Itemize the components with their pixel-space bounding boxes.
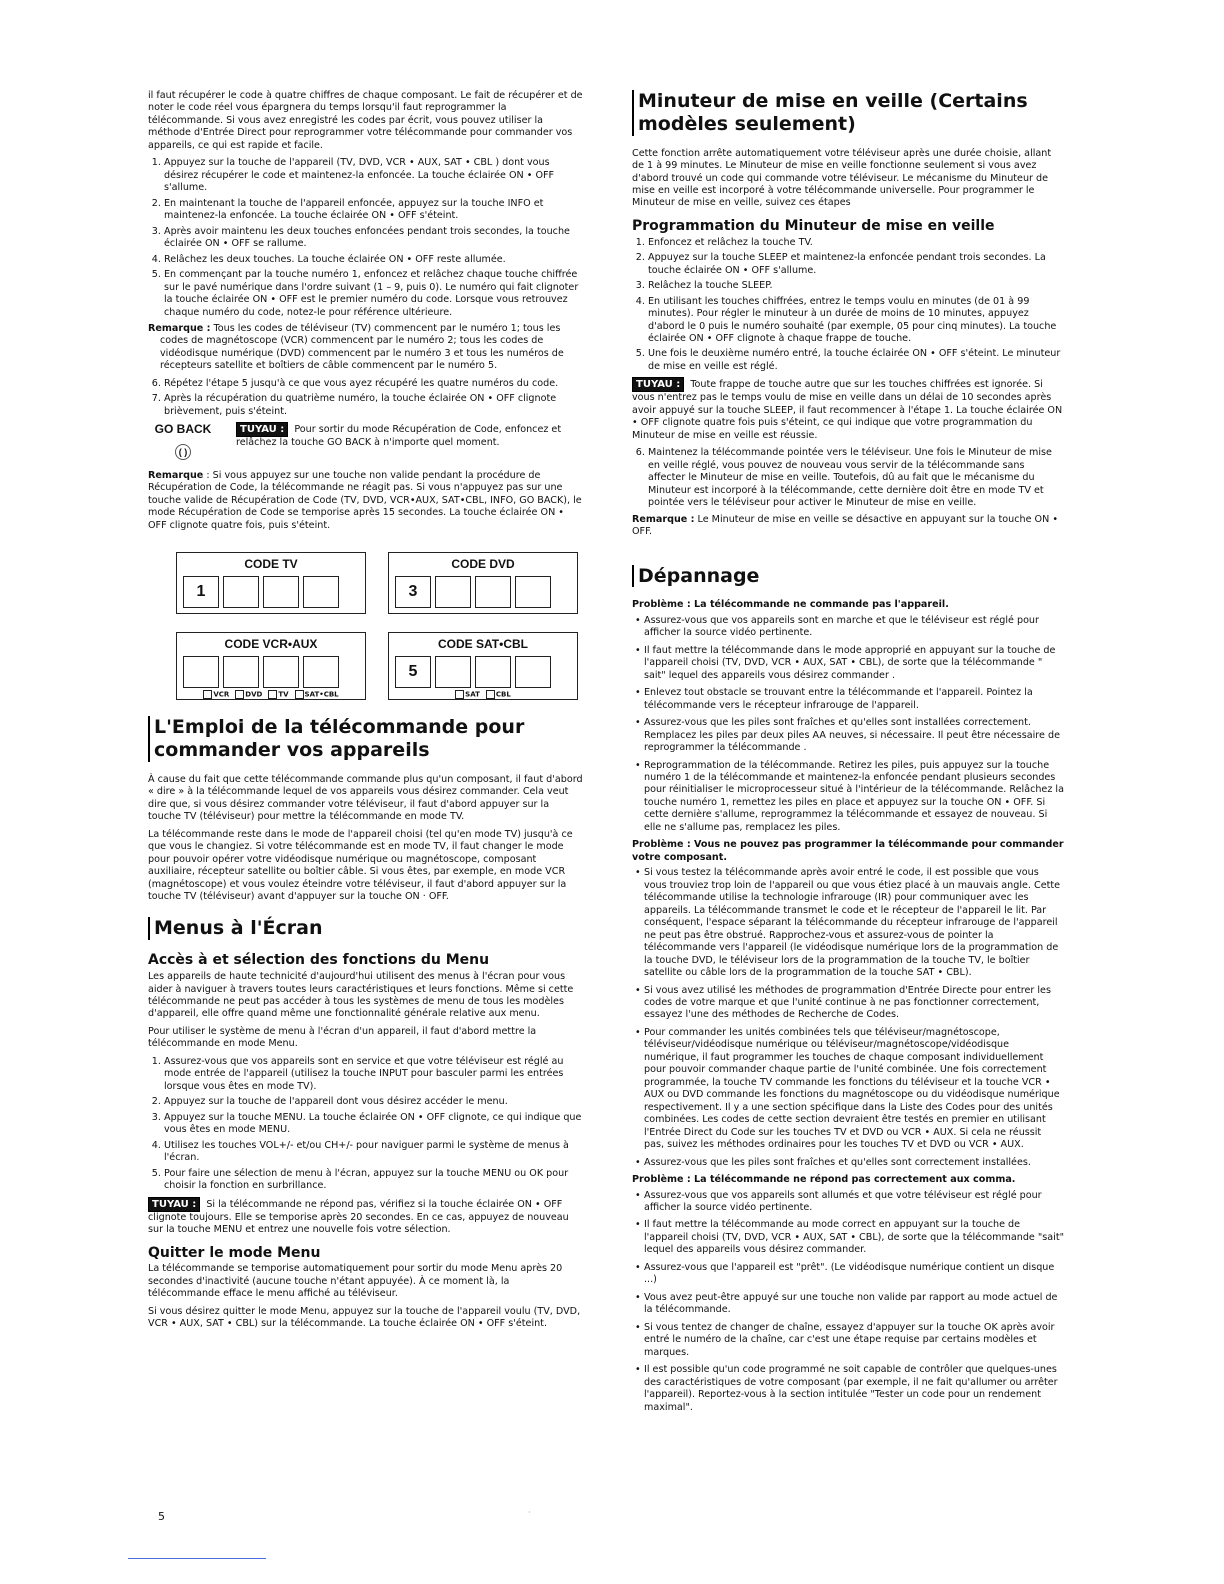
right-column [632,90,1064,1419]
remark-text: Tous les codes de téléviseur (TV) commencent par le numéro 1; tous les codes de magnétoscope (VCR) commencent par le numéro 2; tous les codes de vidéodisque numérique (DVD) commencent par le numéro 3 et tous les numéros de récepteurs satellite et boîtiers de câble commencent par le numéro 5. [160,322,564,372]
list-item: • Si vous tentez de changer de chaîne, essayez d'appuyer sur la touche OK après avoir entré le numéro de la chaîne, car c'est une étape requise par certains modèles et marques. [644,1322,1064,1359]
list-item: 7. Après la récupération du quatrième numéro, la touche éclairée ON • OFF clignote brièvement, puis s'éteint. [164,393,584,418]
heading-acces: Accès à et sélection des fonctions du Menu [148,952,490,969]
heading-quitter: Quitter le mode Menu [148,1244,321,1261]
list-item: 3. Après avoir maintenu les deux touches enfoncées pendant trois secondes, la touche éclairée ON • OFF se rallume. [164,226,584,251]
remark-codes [148,323,584,373]
code-digit [263,656,299,688]
problem-2-list [632,867,1064,1169]
code-digit: 1 [183,576,219,608]
recovery-steps-list [148,157,584,319]
emploi-paragraph-1: À cause du fait que cette télécommande commande plus qu'un composant, il faut d'abord « dire » à la télécommande lequel de vos appareils vous désirez commander. Cela veut dire que, si vous désirez commander votre téléviseur, il faut d'abord appuyer sur la touche TV (téléviseur) pour mettre la télécommande en mode TV. [148,773,583,823]
list-item: 1. Appuyez sur la touche de l'appareil (TV, DVD, VCR • AUX, SAT • CBL ) dont vous désirez récupérer le code et maintenez-la enfoncée. La touche éclairée ON • OFF s'allume. [164,157,584,194]
goback-key [148,422,218,460]
tip-badge: TUYAU : [148,1197,200,1212]
list-item: • Il faut mettre la télécommande dans le mode approprié en appuyant sur la touche de l'appareil choisi (TV, DVD, VCR • AUX, SAT • CBL), de sorte que la télécommande " sait" lequel des appareils vous désirez commander . [644,645,1064,682]
list-item: • Reprogrammation de la télécommande. Retirez les piles, puis appuyez sur la touche numéro 1 de la télécommande et maintenez-la enfoncée pendant plusieurs secondes pour réinitialiser le microprocesseur situé à l'intérieur de la télécommande. Relâchez la touche numéro 1, remettez les piles en place et appuyez sur la touche ON • OFF. Si cette dernière s'allume, reprogrammez la télécommande et essayez de nouveau. Si elle ne s'allume pas, remplacez les piles. [644,760,1064,835]
remark-label: Remarque [148,469,204,481]
device-checkboxes [395,690,571,700]
list-item: • Assurez-vous que vos appareils sont allumés et que votre téléviseur est réglé pour afficher la source vidéo pertinente. [644,1190,1064,1215]
list-item: 3. Appuyez sur la touche MENU. La touche éclairée ON • OFF clignote, ce qui indique que vous êtes en mode MENU. [164,1112,584,1137]
left-column [148,90,584,1336]
quitter-paragraph-1: La télécommande se temporise automatiquement pour sortir du mode Menu après 20 secondes d'inactivité (aucune touche n'étant appuyée). À ce moment là, la télécommande efface le menu affiché au téléviseur. [148,1263,563,1300]
list-item: 2. Appuyez sur la touche SLEEP et maintenez-la enfoncée pendant trois secondes. La touche éclairée ON • OFF s'allume. [648,252,1064,277]
heading-programmation: Programmation du Minuteur de mise en veille [632,217,995,234]
list-item: • Il est possible qu'un code programmé ne soit capable de contrôler que quelques-unes des caractéristiques de votre composant (par exemple, il ne fait qu'allumer ou arrêter l'appareil). Reportez-vous à la section intitulée "Tester un code pour un rendement maximal". [644,1364,1064,1414]
recovery-steps-list-2 [148,378,584,418]
goback-label: GO BACK [154,422,212,437]
list-item: • Enlevez tout obstacle se trouvant entre la télécommande et l'appareil. Pointez la télécommande vers le récepteur infrarouge de l'appareil. [644,687,1064,712]
code-digits [183,576,359,608]
minuteur-paragraph: Cette fonction arrête automatiquement votre téléviseur après une durée choisie, allant de 1 à 99 minutes. Le Minuteur de mise en veille fonctionne seulement si vous avez d'abord trouvé un code qui commande votre téléviseur. Le mécanisme du Minuteur de mise en veille est incorporé à votre télécommande universelle. Pour programmer le Minuteur de mise en veille, suivez ces étapes [632,147,1052,209]
code-box-title: CODE SAT•CBL [438,637,528,652]
code-digit [435,576,471,608]
scan-dot: · [528,1508,531,1517]
code-digit [183,656,219,688]
problem-3-list [632,1190,1064,1415]
goback-tip-text: Pour sortir du mode Récupération de Code, enfoncez et relâchez la touche GO BACK à n'importe quel moment. [236,424,562,449]
list-item: • Si vous avez utilisé les méthodes de programmation d'Entrée Directe pour entrer les codes de votre marque et que l'unité continue à ne pas fonctionner correctement, essayez l'une des méthodes de Recherche de Codes. [644,985,1064,1022]
list-item: 6. Maintenez la télécommande pointée vers le téléviseur. Une fois le Minuteur de mise en veille réglé, vous pouvez de nouveau vous servir de la télécommande sans affecter le Minuteur de mise en veille. Toutefois, dû au fait que le mécanisme du Minuteur est incorporé à la télécommande, cette dernière doit être en mode TV et pointée vers le téléviseur pour activer le Minuteur de mise en veille. [648,447,1064,509]
code-box-sat-cbl [388,632,578,700]
list-item: • Pour commander les unités combinées tels que téléviseur/magnétoscope, téléviseur/vidéodisque numérique ou téléviseur/magnétoscope/vidéodisque numérique, il faut programmer les touches de chaque composant individuellement pour pouvoir commander chaque partie de l'unité combinée. Une fois correctement programmée, la touche TV commande les fonctions du téléviseur et la touche VCR • AUX ou DVD commande les fonctions du magnétoscope ou du vidéodisque numérique respectivement. Il y a une section spécifique dans la Liste des Codes pour des unités combinées. Les codes de cette section devraient être testés en premier en utilisant l'Entrée Direct du Code sur les touches TV et DVD ou VCR • AUX. Si cela ne réussit pas, suivez les méthodes ordinaires pour les touches TV et DVD ou VCR • AUX. [644,1027,1064,1152]
checkbox-dvd[interactable]: DVD [235,690,262,700]
code-box-dvd [388,552,578,614]
heading-emploi: L'Emploi de la télécommande pour commander vos appareils [148,716,584,762]
sleep-tip-text: Toute frappe de touche autre que sur les touches chiffrées est ignorée. Si vous n'entrez pas le temps voulu de mise en veille dans un délai de 10 secondes après avoir appuyé sur la touche SLEEP, il faut recommencer à l'étape 1. La touche éclairée ON • OFF clignote quatre fois puis s'éteint, ce qui indique que votre programmation du Minuteur de mise en veille est réussie. [632,379,1063,441]
list-item: 4. En utilisant les touches chiffrées, entrez le temps voulu en minutes (de 01 à 99 minutes). Pour régler le minuteur à un durée de moins de 10 minutes, appuyez d'abord le 0 puis le numéro souhaité (par exemple, 05 pour cinq minutes). La touche éclairée ON • OFF clignote à chaque frappe de touche. [648,296,1064,346]
checkbox-cbl[interactable]: CBL [486,690,511,700]
code-digits [395,656,571,688]
checkbox-vcr[interactable]: VCR [203,690,229,700]
page-number: 5 [158,1510,165,1523]
code-digit [263,576,299,608]
checkbox-sat[interactable]: SAT [455,690,480,700]
code-digit [475,656,511,688]
code-record-grid [176,552,584,700]
problem-2: Problème : Vous ne pouvez pas programmer la télécommande pour commander votre composant. [632,839,1064,863]
problem-1-list [632,615,1064,835]
remark-text: Le Minuteur de mise en veille se désactive en appuyant sur la touche ON • OFF. [632,513,1058,538]
code-box-tv [176,552,366,614]
code-box-title: CODE DVD [451,557,515,572]
code-digit [303,656,339,688]
list-item: 2. Appuyez sur la touche de l'appareil dont vous désirez accéder le menu. [164,1096,584,1108]
goback-button-icon: ( ) [175,444,191,460]
intro-paragraph: il faut récupérer le code à quatre chiffres de chaque composant. Le fait de récupérer et de noter le code réel vous épargnera du temps lorsqu'il faut reprogrammer la télécommande. Si vous avez enregistré les codes par écrit, vous pouvez utiliser la méthode d'Entrée Direct pour reprogrammer votre télécommande pour commander vos appareils, ce qui est rapide et facile. [148,90,583,151]
sleep-remark [632,514,1064,539]
emploi-paragraph-2: La télécommande reste dans le mode de l'appareil choisi (tel qu'en mode TV) jusqu'à ce que vous le changiez. Si votre télécommande est en mode TV, il faut changer le mode pour pouvoir opérer votre vidéodisque numérique ou magnétoscope, composant auxiliaire, récepteur satellite ou boîtier câble. Si vous êtes, par exemple, en mode VCR (magnétoscope) et vous voulez éteindre votre téléviseur, il faut d'abord appuyer sur la touche TV (téléviseur) avant d'appuyer sur la touche ON · OFF. [148,828,573,902]
list-item: • Assurez-vous que les piles sont fraîches et qu'elles sont installées correctement. Remplacez les piles par deux piles AA neuves, si nécessaire. Il peut être nécessaire de reprogrammer la télécommande . [644,717,1064,754]
remark-text: : Si vous appuyez sur une touche non valide pendant la procédure de Récupération de Code, la télécommande ne réagit pas. Si vous n'appuyez pas sur une touche valide de Récupération de Code (TV, DVD, VCR•AUX, SAT•CBL, INFO, GO BACK), le mode Récupération de Code se temporise après 15 secondes. La touche éclairée ON • OFF clignote quatre fois, puis s'éteint. [148,469,582,531]
goback-tip-block [148,422,584,460]
checkbox-tv[interactable]: TV [268,690,288,700]
list-item: 1. Assurez-vous que vos appareils sont en service et que votre téléviseur est réglé au mode entrée de l'appareil (utilisez la touche INPUT pour basculer parmi les entrées lorsque vous êtes en mode TV). [164,1056,584,1093]
list-item: 4. Relâchez les deux touches. La touche éclairée ON • OFF reste allumée. [164,254,584,266]
goback-tip [236,422,584,460]
menu-tip [148,1197,584,1237]
sleep-steps-list [632,237,1064,374]
code-digits [183,656,359,688]
code-digit [475,576,511,608]
code-digit [223,656,259,688]
remark-invalid-key [148,470,584,532]
problem-3: Problème : La télécommande ne répond pas correctement aux comma. [632,1174,1016,1186]
code-digit [435,656,471,688]
code-digit [303,576,339,608]
heading-minuteur: Minuteur de mise en veille (Certains modèles seulement) [632,90,1064,136]
problem-1: Problème : La télécommande ne commande pas l'appareil. [632,599,949,611]
list-item: 3. Relâchez la touche SLEEP. [648,280,1064,292]
code-digits [395,576,571,608]
device-checkboxes [183,690,359,700]
tip-badge: TUYAU : [236,422,288,437]
tip-badge: TUYAU : [632,377,684,392]
list-item: 5. En commençant par la touche numéro 1, enfoncez et relâchez chaque touche chiffrée sur le pavé numérique dans l'ordre suivant (1 – 9, puis 0). Le numéro qui fait clignoter la touche éclairée ON • OFF est le premier numéro du code. Lorsque vous retrouvez chaque numéro du code, notez-le pour référence ultérieure. [164,269,584,319]
list-item: • Assurez-vous que vos appareils sont en marche et que le téléviseur est réglé pour afficher la source vidéo pertinente. [644,615,1064,640]
acces-paragraph-1: Les appareils de haute technicité d'aujourd'hui utilisent des menus à l'écran pour vous aider à naviguer à travers toutes leurs caractéristiques et leurs fonctions. Même si cette télécommande ne peut pas accéder à tous les systèmes de menu de tous les modèles d'appareil, elle offre quand même une fonctionnalité générale relative aux menu. [148,971,574,1020]
list-item: 6. Répétez l'étape 5 jusqu'à ce que vous ayez récupéré les quatre numéros du code. [164,378,584,390]
menu-tip-text: Si la télécommande ne répond pas, vérifiez si la touche éclairée ON • OFF clignote toujours. Elle se temporise après 20 secondes. En ce cas, appuyez de nouveau sur la touche MENU et entrez une nouvelle fois votre sélection. [148,1198,569,1236]
list-item: 5. Une fois le deuxième numéro entré, la touche éclairée ON • OFF s'éteint. Le minuteur de mise en veille est réglé. [648,348,1064,373]
sleep-steps-list-2 [632,447,1064,509]
list-item: • Si vous testez la télécommande après avoir entré le code, il est possible que vous vous trouviez trop loin de l'appareil ou que vous étiez placé à un mauvais angle. Cette télécommande utilise la technologie infrarouge (IR) pour communiquer avec les appareils. La télécommande transmet le code et le récepteur de l'appareil le lit. Par conséquent, l'espace séparant la télécommande du récepteur infrarouge de l'appareil ne peut pas être obstrué. Rapprochez-vous et assurez-vous de pointer la télécommande vers l'appareil (le vidéodisque numérique lors de la programmation de la touche DVD, le téléviseur lors de la programmation de la touche TV, le boîtier satellite ou câble lors de la programmation de la touche SAT • CBL). [644,867,1064,979]
code-box-title: CODE TV [244,557,298,572]
list-item: 1. Enfoncez et relâchez la touche TV. [648,237,1064,249]
quitter-paragraph-2: Si vous désirez quitter le mode Menu, appuyez sur la touche de l'appareil voulu (TV, DVD, VCR • AUX, SAT • CBL) sur la télécommande. La touche éclairée ON • OFF s'éteint. [148,1305,581,1330]
list-item: 2. En maintenant la touche de l'appareil enfoncée, appuyez sur la touche INFO et maintenez-la enfoncée. La touche éclairée ON • OFF s'éteint. [164,198,584,223]
code-digit: 5 [395,656,431,688]
remark-label: Remarque : [148,322,211,334]
code-digit [515,656,551,688]
sleep-tip [632,377,1064,442]
list-item: • Il faut mettre la télécommande au mode correct en appuyant sur la touche de l'appareil choisi (TV, DVD, VCR • AUX, SAT • CBL), de sorte que la télécommande "sait" lequel des appareils vous désirez commander. [644,1219,1064,1256]
code-digit: 3 [395,576,431,608]
footer-rule [128,1558,266,1559]
heading-menus: Menus à l'Écran [148,917,584,940]
list-item: 5. Pour faire une sélection de menu à l'écran, appuyez sur la touche MENU ou OK pour choisir la fonction en surbrillance. [164,1168,584,1193]
code-digit [223,576,259,608]
list-item: • Vous avez peut-être appuyé sur une touche non valide par rapport au mode actuel de la télécommande. [644,1292,1064,1317]
list-item: 4. Utilisez les touches VOL+/- et/ou CH+/- pour naviguer parmi le système de menus à l'écran. [164,1140,584,1165]
code-box-vcr-aux [176,632,366,700]
code-box-title: CODE VCR•AUX [224,637,318,652]
menu-steps-list [148,1056,584,1193]
acces-paragraph-2: Pour utiliser le système de menu à l'écran d'un appareil, il faut d'abord mettre la télécommande en mode Menu. [148,1025,537,1050]
remark-label: Remarque : [632,513,695,525]
checkbox-sat-cbl[interactable]: SAT•CBL [295,690,339,700]
heading-depannage: Dépannage [632,565,1064,588]
list-item: • Assurez-vous que les piles sont fraîches et qu'elles sont correctement installées. [644,1157,1064,1169]
list-item: • Assurez-vous que l'appareil est "prêt". (Le vidéodisque numérique contient un disque ...) [644,1262,1064,1287]
code-digit [515,576,551,608]
